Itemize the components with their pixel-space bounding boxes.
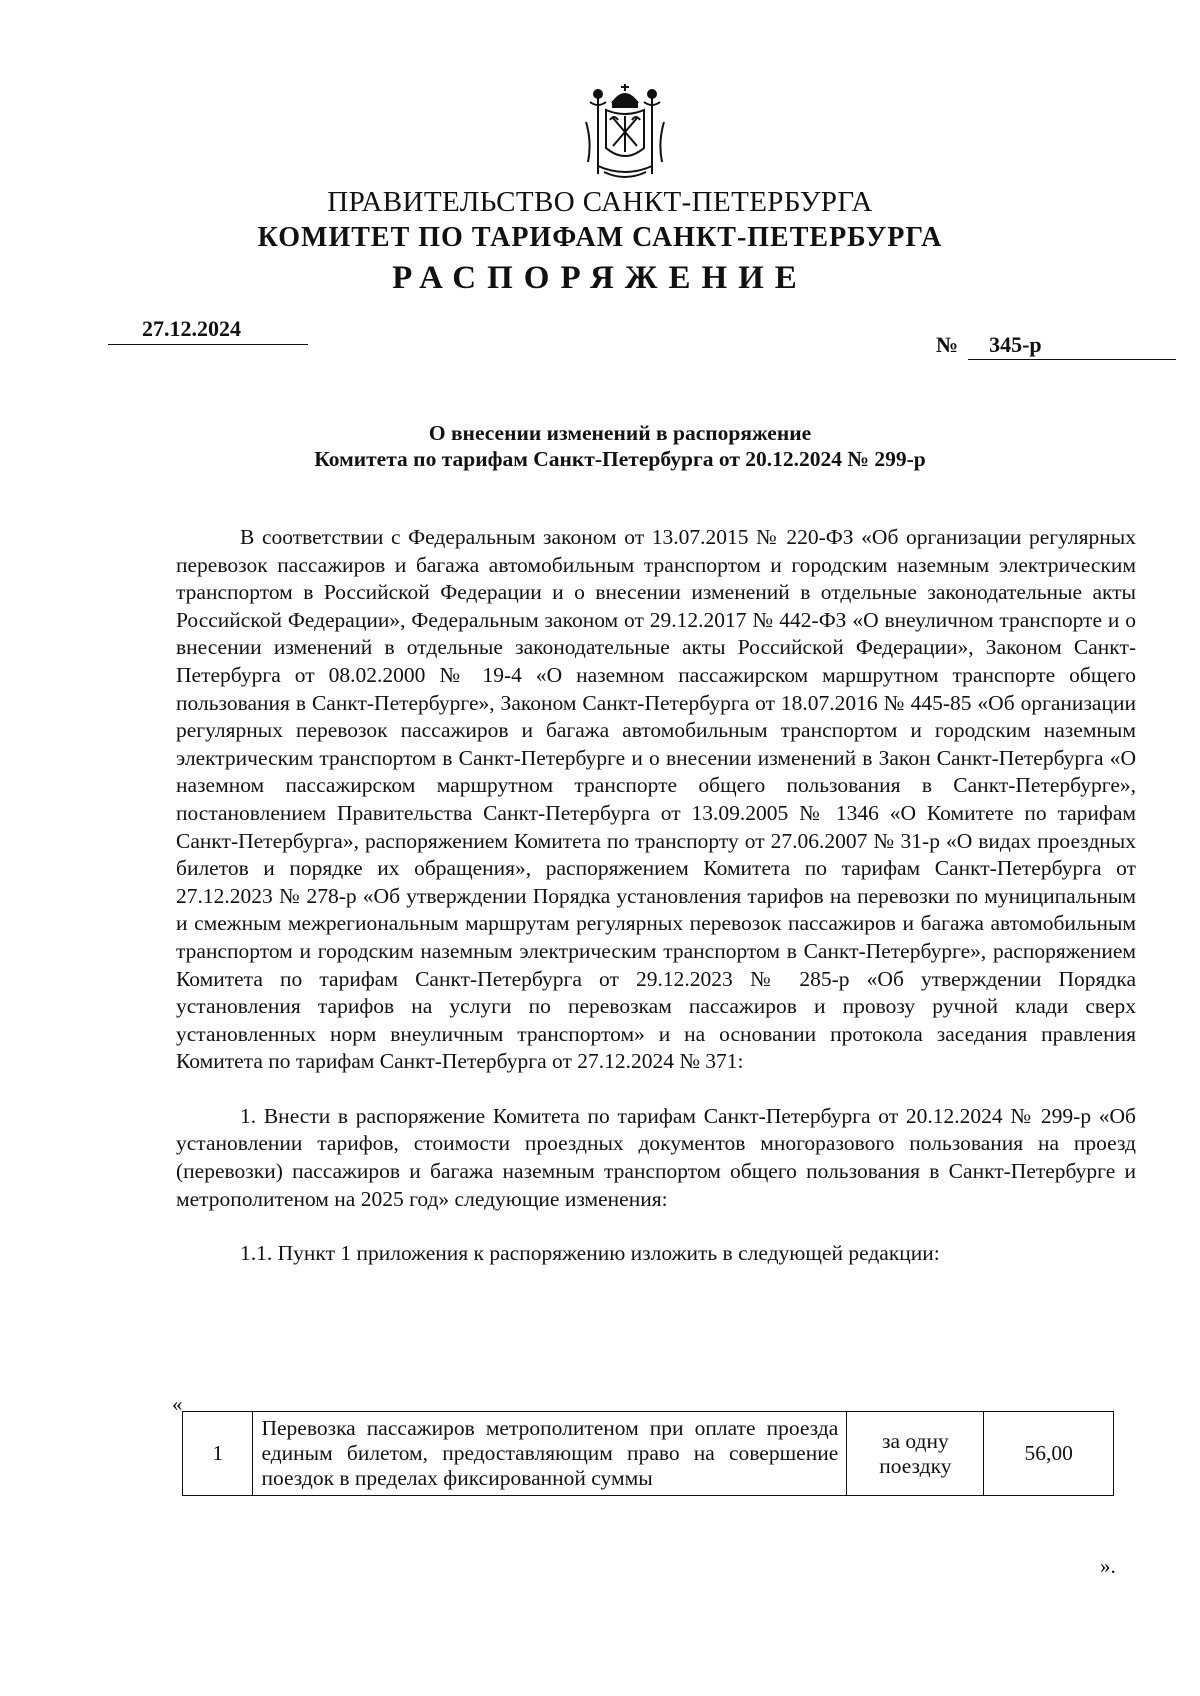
subject-line-2: Комитета по тарифам Санкт-Петербурга от 20.12.2024 № 299-р	[314, 447, 926, 471]
document-number-block	[936, 332, 1042, 358]
row-unit-cell	[847, 1412, 984, 1496]
document-subject	[250, 420, 990, 472]
unit-line-2: поездку	[879, 1453, 952, 1478]
subject-line-1: О внесении изменений в распоряжение	[428, 421, 812, 445]
opening-quote: «	[172, 1392, 183, 1416]
item-1-1-paragraph: 1.1. Пункт 1 приложения к распоряжению изложить в следующей редакции:	[240, 1241, 940, 1266]
table-row	[183, 1412, 1114, 1496]
row-price-cell: 56,00	[984, 1412, 1114, 1496]
number-sign: №	[936, 332, 959, 357]
document-number: 345-р	[989, 332, 1042, 357]
committee-title: КОМИТЕТ ПО ТАРИФАМ САНКТ-ПЕТЕРБУРГА	[257, 222, 943, 253]
document-body	[176, 524, 1136, 1295]
item-1-paragraph: 1. Внести в распоряжение Комитета по тарифам Санкт-Петербурга от 20.12.2024 № 299-р «Об установлении тарифов, стоимости проездных документов многоразового пользования на проезд (перевозки) пассажиров и багажа наземным транспортом общего пользования в Санкт-Петербурге и метрополитеном на 2025 год» следующие изменения:	[176, 1103, 1136, 1211]
closing-quote: ».	[1100, 1554, 1116, 1578]
number-underline	[968, 359, 1176, 360]
row-description-cell: Перевозка пассажиров метрополитеном при оплате проезда единым билетом, предоставляющим право на совершение поездок в пределах фиксированной суммы	[253, 1412, 847, 1496]
government-title: ПРАВИТЕЛЬСТВО САНКТ-ПЕТЕРБУРГА	[327, 186, 873, 218]
preamble-paragraph: В соответствии с Федеральным законом от 13.07.2015 № 220-ФЗ «Об организации регулярных перевозок пассажиров и багажа автомобильным транспортом и городским наземным электрическим транспортом в Российской Федерации и о внесении изменений в отдельные законодательные акты Российской Федерации», Федеральным законом от 29.12.2017 № 442-ФЗ «О внеуличном транспорте и о внесении изменений в отдельные законодательные акты Российской Федерации», Законом Санкт-Петербурга от 08.02.2000 № 19-4 «О наземном пассажирском маршрутном транспорте общего пользования в Санкт-Петербурге», Законом Санкт-Петербурга от 18.07.2016 № 445-85 «Об организации регулярных перевозок пассажиров и багажа автомобильным транспортом и городским наземным электрическим транспортом в Санкт-Петербурге и о внесении изменений в Закон Санкт-Петербурга «О наземном пассажирском маршрутном транспорте общего пользования в Санкт-Петербурге», постановлением Правительства Санкт-Петербурга от 13.09.2005 № 1346 «О Комитете по тарифам Санкт-Петербурга», распоряжением Комитета по транспорту от 27.06.2007 № 31-р «О видах проездных билетов и порядке их обращения», распоряжением Комитета по тарифам Санкт-Петербурга от 27.12.2023 № 278-р «Об утверждении Порядка установления тарифов на перевозки по муниципальным и смежным межрегиональным маршрутам регулярных перевозок пассажиров и багажа автомобильным транспортом и городским наземным электрическим транспортом в Санкт-Петербурге», распоряжением Комитета по тарифам Санкт-Петербурга от 29.12.2023 № 285-р «Об утверждении Порядка установления тарифов на услуги по перевозкам пассажиров и провозу ручной клади сверх установленных норм внеуличным транспортом» и на основании протокола заседания правления Комитета по тарифам Санкт-Петербурга от 27.12.2024 № 371:	[176, 525, 1136, 1074]
tariff-table	[182, 1411, 1114, 1496]
document-type-title: РАСПОРЯЖЕНИЕ	[392, 260, 808, 296]
saint-petersburg-coat-of-arms-icon	[580, 82, 670, 184]
date-underline	[108, 344, 308, 345]
unit-line-1: за одну	[882, 1428, 949, 1453]
row-number-cell: 1	[183, 1412, 253, 1496]
document-date: 27.12.2024	[142, 316, 241, 341]
